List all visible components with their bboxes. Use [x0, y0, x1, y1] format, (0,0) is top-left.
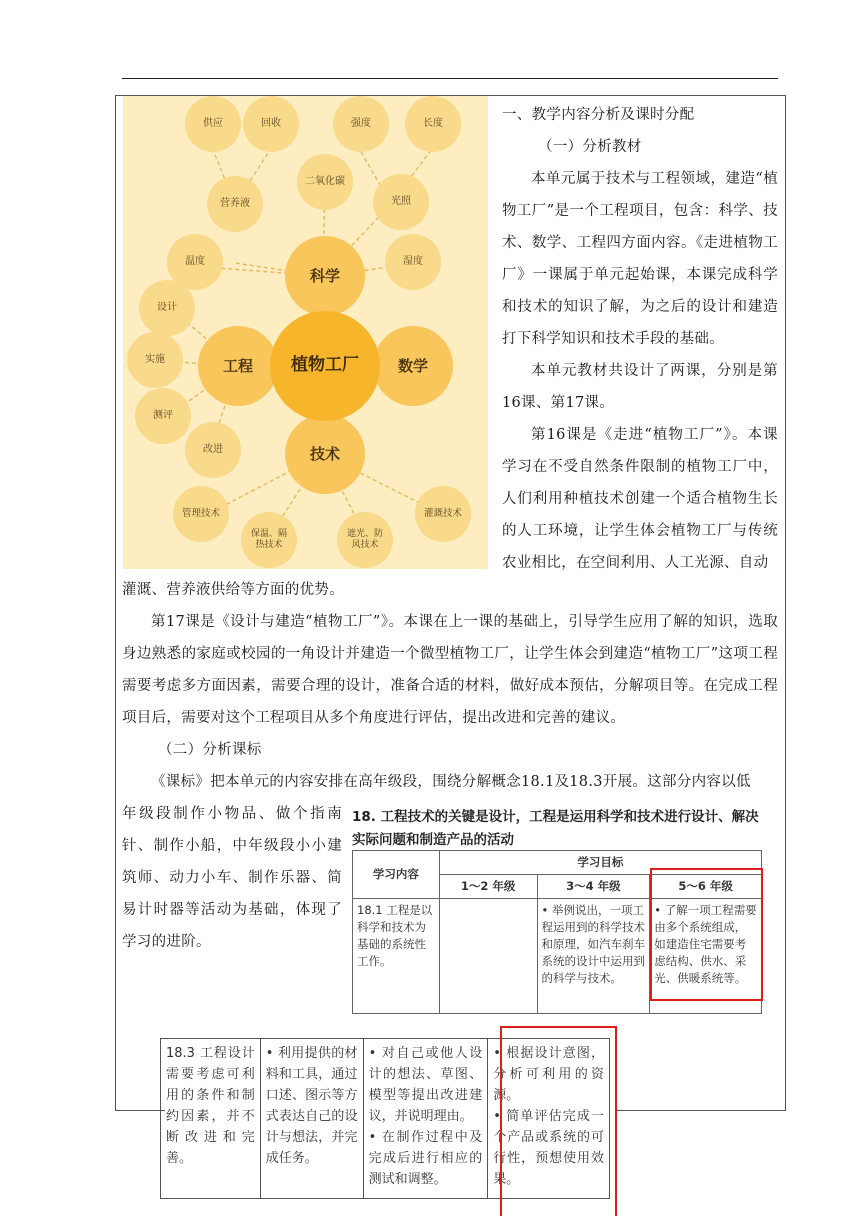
header-grade-3-4: 3～4 年级: [537, 875, 650, 899]
node-shading: 遮光、防风技术: [337, 512, 393, 568]
node-center: 植物工厂: [270, 311, 380, 421]
cell-18-3-grade-5-6: • 根据设计意图，分析可利用的资源。 • 简单评估完成一个产品或系统的可行性，预想使用效果。: [488, 1039, 610, 1199]
node-supply: 供应: [185, 96, 241, 152]
cell-18-1-grade-1-2: [439, 899, 537, 1014]
right-column: [502, 99, 778, 579]
node-improve: 改进: [185, 422, 241, 478]
node-math: 数学: [373, 326, 453, 406]
paragraph-standards-cont: 年级段制作小物品、做个指南针、制作小船，中年级段小小建筑师、动力小车、制作乐器、简易计时器等活动为基础，体现了学习的进阶。: [122, 806, 342, 950]
header-rule: [122, 78, 778, 79]
paragraph-standards: 《课标》把本单元的内容安排在高年级段，围绕分解概念18.1及18.3开展。这部分内容以低: [151, 774, 751, 790]
section-heading: 一、教学内容分析及课时分配: [502, 107, 695, 123]
node-duration: 长度: [405, 96, 461, 152]
node-co2: 二氧化碳: [297, 154, 353, 210]
paragraph-lesson-count: 本单元教材共设计了两课，分别是第16课、第17课。: [502, 363, 778, 411]
node-temperature: 温度: [167, 234, 223, 290]
cell-18-3-grade-3-4: • 对自己或他人设计的想法、草图、模型等提出改进建议，并说明理由。 • 在制作过程中及完成后进行相应的测试和调整。: [363, 1039, 488, 1199]
node-humidity: 湿度: [385, 234, 441, 290]
sub-heading-textbook: （一）分析教材: [538, 139, 642, 155]
header-content: 学习内容: [353, 851, 440, 899]
cell-18-1-content: 18.1 工程是以科学和技术为基础的系统性工作。: [353, 899, 440, 1014]
node-science: 科学: [285, 236, 365, 316]
paragraph-unit-overview: 本单元属于技术与工程领域，建造“植物工厂”是一个工程项目，包含：科学、技术、数学、工程四方面内容。《走进植物工厂》一课属于单元起始课，本课完成科学和技术的知识了解，为之后的设计和建造打下科学知识和技术手段的基础。: [502, 171, 778, 347]
paragraph-lesson16-cont: 灌溉、营养液供给等方面的优势。: [122, 582, 344, 598]
node-evaluate: 测评: [135, 388, 191, 444]
node-insulation: 保温、隔热技术: [241, 512, 297, 568]
sub-heading-standards: （二）分析课标: [158, 742, 262, 758]
header-grade-1-2: 1～2 年级: [439, 875, 537, 899]
node-light: 光照: [373, 174, 429, 230]
node-nutrient: 营养液: [207, 176, 263, 232]
cell-18-1-grade-3-4: • 举例说出，一项工程运用到的科学技术和原理，如汽车刹车系统的设计中运用到的科学与技术。: [537, 899, 650, 1014]
node-design: 设计: [139, 280, 195, 336]
node-irrigation: 灌溉技术: [415, 486, 471, 542]
node-tech: 技术: [285, 414, 365, 494]
header-grade-5-6: 5～6 年级: [650, 875, 762, 899]
node-engineering: 工程: [198, 326, 278, 406]
cell-18-3-grade-1-2: • 利用提供的材料和工具，通过口述、图示等方式表达自己的设计与想法，并完成任务。: [260, 1039, 363, 1199]
paragraph-lesson17: 第17课是《设计与建造“植物工厂”》。本课在上一课的基础上，引导学生应用了解的知识，选取身边熟悉的家庭或校园的一角设计并建造一个微型植物工厂，让学生体会到建造“植物工厂”这项工程需要考虑多方面因素，需要合理的设计，准备合适的材料，做好成本预估，分解项目等。在完成工程项目后，需要对这个工程项目从多个角度进行评估，提出改进和完善的建议。: [122, 614, 778, 726]
highlight-grade-5-6: [650, 868, 763, 1001]
highlight-18-3-grade-5-6: [500, 1026, 617, 1216]
standards-title: 18. 工程技术的关键是设计，工程是运用科学和技术进行设计、解决实际问题和制造产品的活动: [352, 809, 759, 848]
node-implement: 实施: [127, 332, 183, 388]
header-goal: 学习目标: [439, 851, 761, 875]
frame-bottom-left: [115, 1110, 165, 1111]
paragraph-lesson16: 第16课是《走进“植物工厂”》。本课学习在不受自然条件限制的植物工厂中，人们利用种植技术创建一个适合植物生长的人工环境，让学生体会植物工厂与传统农业相比，在空间利用、人工光源、自动: [502, 427, 778, 571]
plant-factory-mindmap: [123, 96, 488, 569]
node-intensity: 强度: [333, 96, 389, 152]
node-recycle: 回收: [243, 96, 299, 152]
node-management: 管理技术: [173, 486, 229, 542]
frame-bottom-right: [615, 1110, 786, 1111]
cell-18-1-grade-5-6: • 了解一项工程需要由多个系统组成，如建造住宅需要考虑结构、供水、采光、供暖系统等。: [650, 899, 762, 1014]
cell-18-3-content: 18.3 工程设计需要考虑可利用的条件和制约因素，并不断改进和完善。: [161, 1039, 261, 1199]
